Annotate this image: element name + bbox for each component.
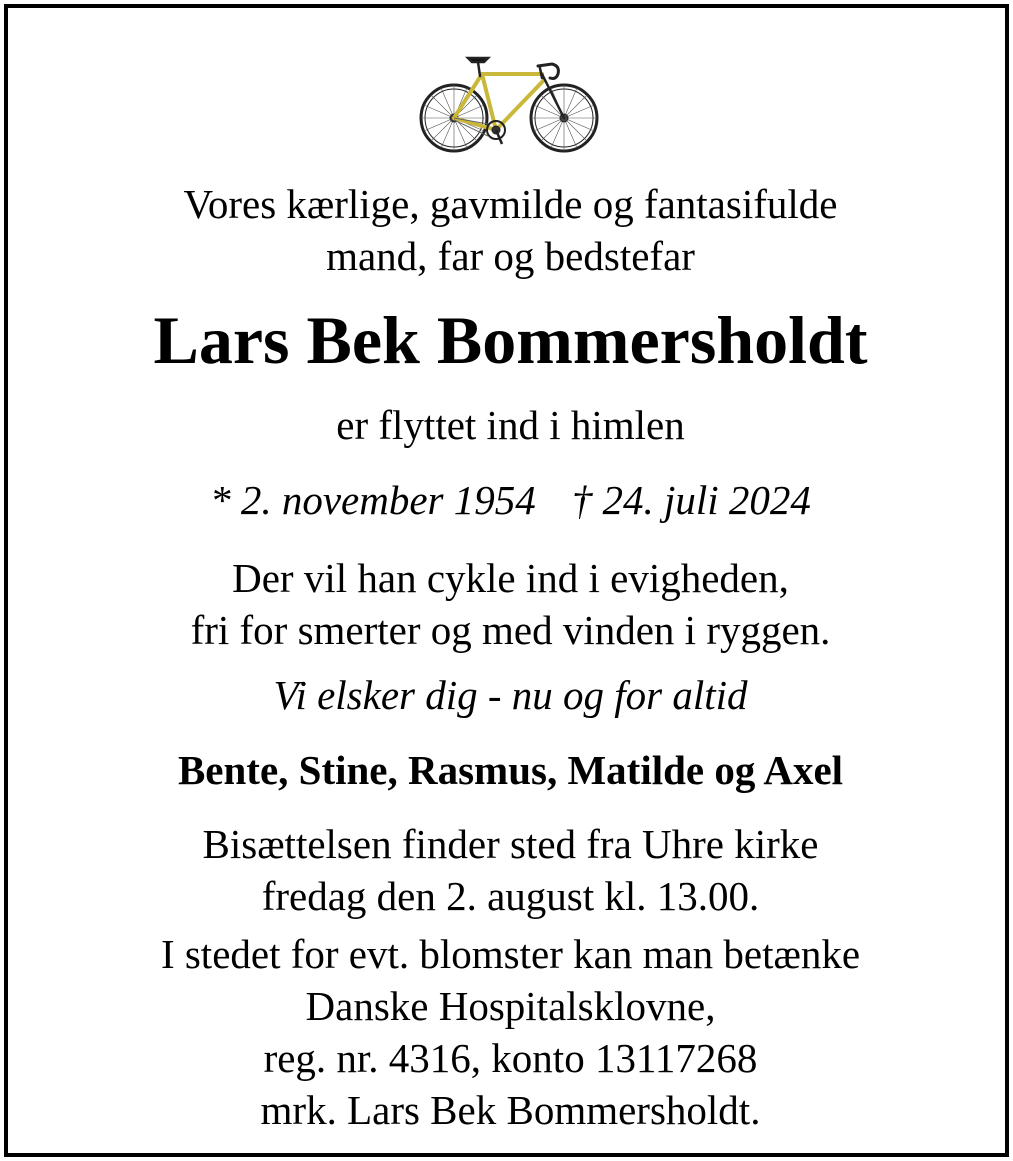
verse-line-1: Der vil han cykle ind i evigheden,	[232, 555, 789, 601]
verse-line-2: fri for smerter og med vinden i ryggen.	[190, 607, 831, 653]
intro-line-1: Vores kærlige, gavmilde og fantasifulde	[183, 181, 838, 227]
dates-line	[8, 477, 1013, 523]
funeral-line-1: Bisættelsen finder sted fra Uhre kirke	[202, 821, 819, 867]
donation-line-4: mrk. Lars Bek Bommersholdt.	[260, 1087, 761, 1133]
birth-date: * 2. november 1954	[210, 477, 536, 523]
death-date: † 24. juli 2024	[571, 477, 811, 523]
road-bicycle-icon	[418, 48, 602, 160]
family-names: Bente, Stine, Rasmus, Matilde og Axel	[177, 747, 844, 793]
intro-line-2: mand, far og bedstefar	[326, 233, 695, 279]
funeral-line-2: fredag den 2. august kl. 13.00.	[261, 873, 760, 919]
love-line: Vi elsker dig - nu og for altid	[273, 672, 748, 718]
moved-line: er flyttet ind i himlen	[336, 402, 685, 448]
donation-line-1: I stedet for evt. blomster kan man betænke	[160, 931, 861, 977]
donation-line-2: Danske Hospitalsklovne,	[305, 983, 716, 1029]
deceased-name: Lars Bek Bommersholdt	[153, 302, 868, 378]
obituary-notice	[4, 4, 1009, 1157]
donation-line-3: reg. nr. 4316, konto 13117268	[263, 1035, 758, 1081]
